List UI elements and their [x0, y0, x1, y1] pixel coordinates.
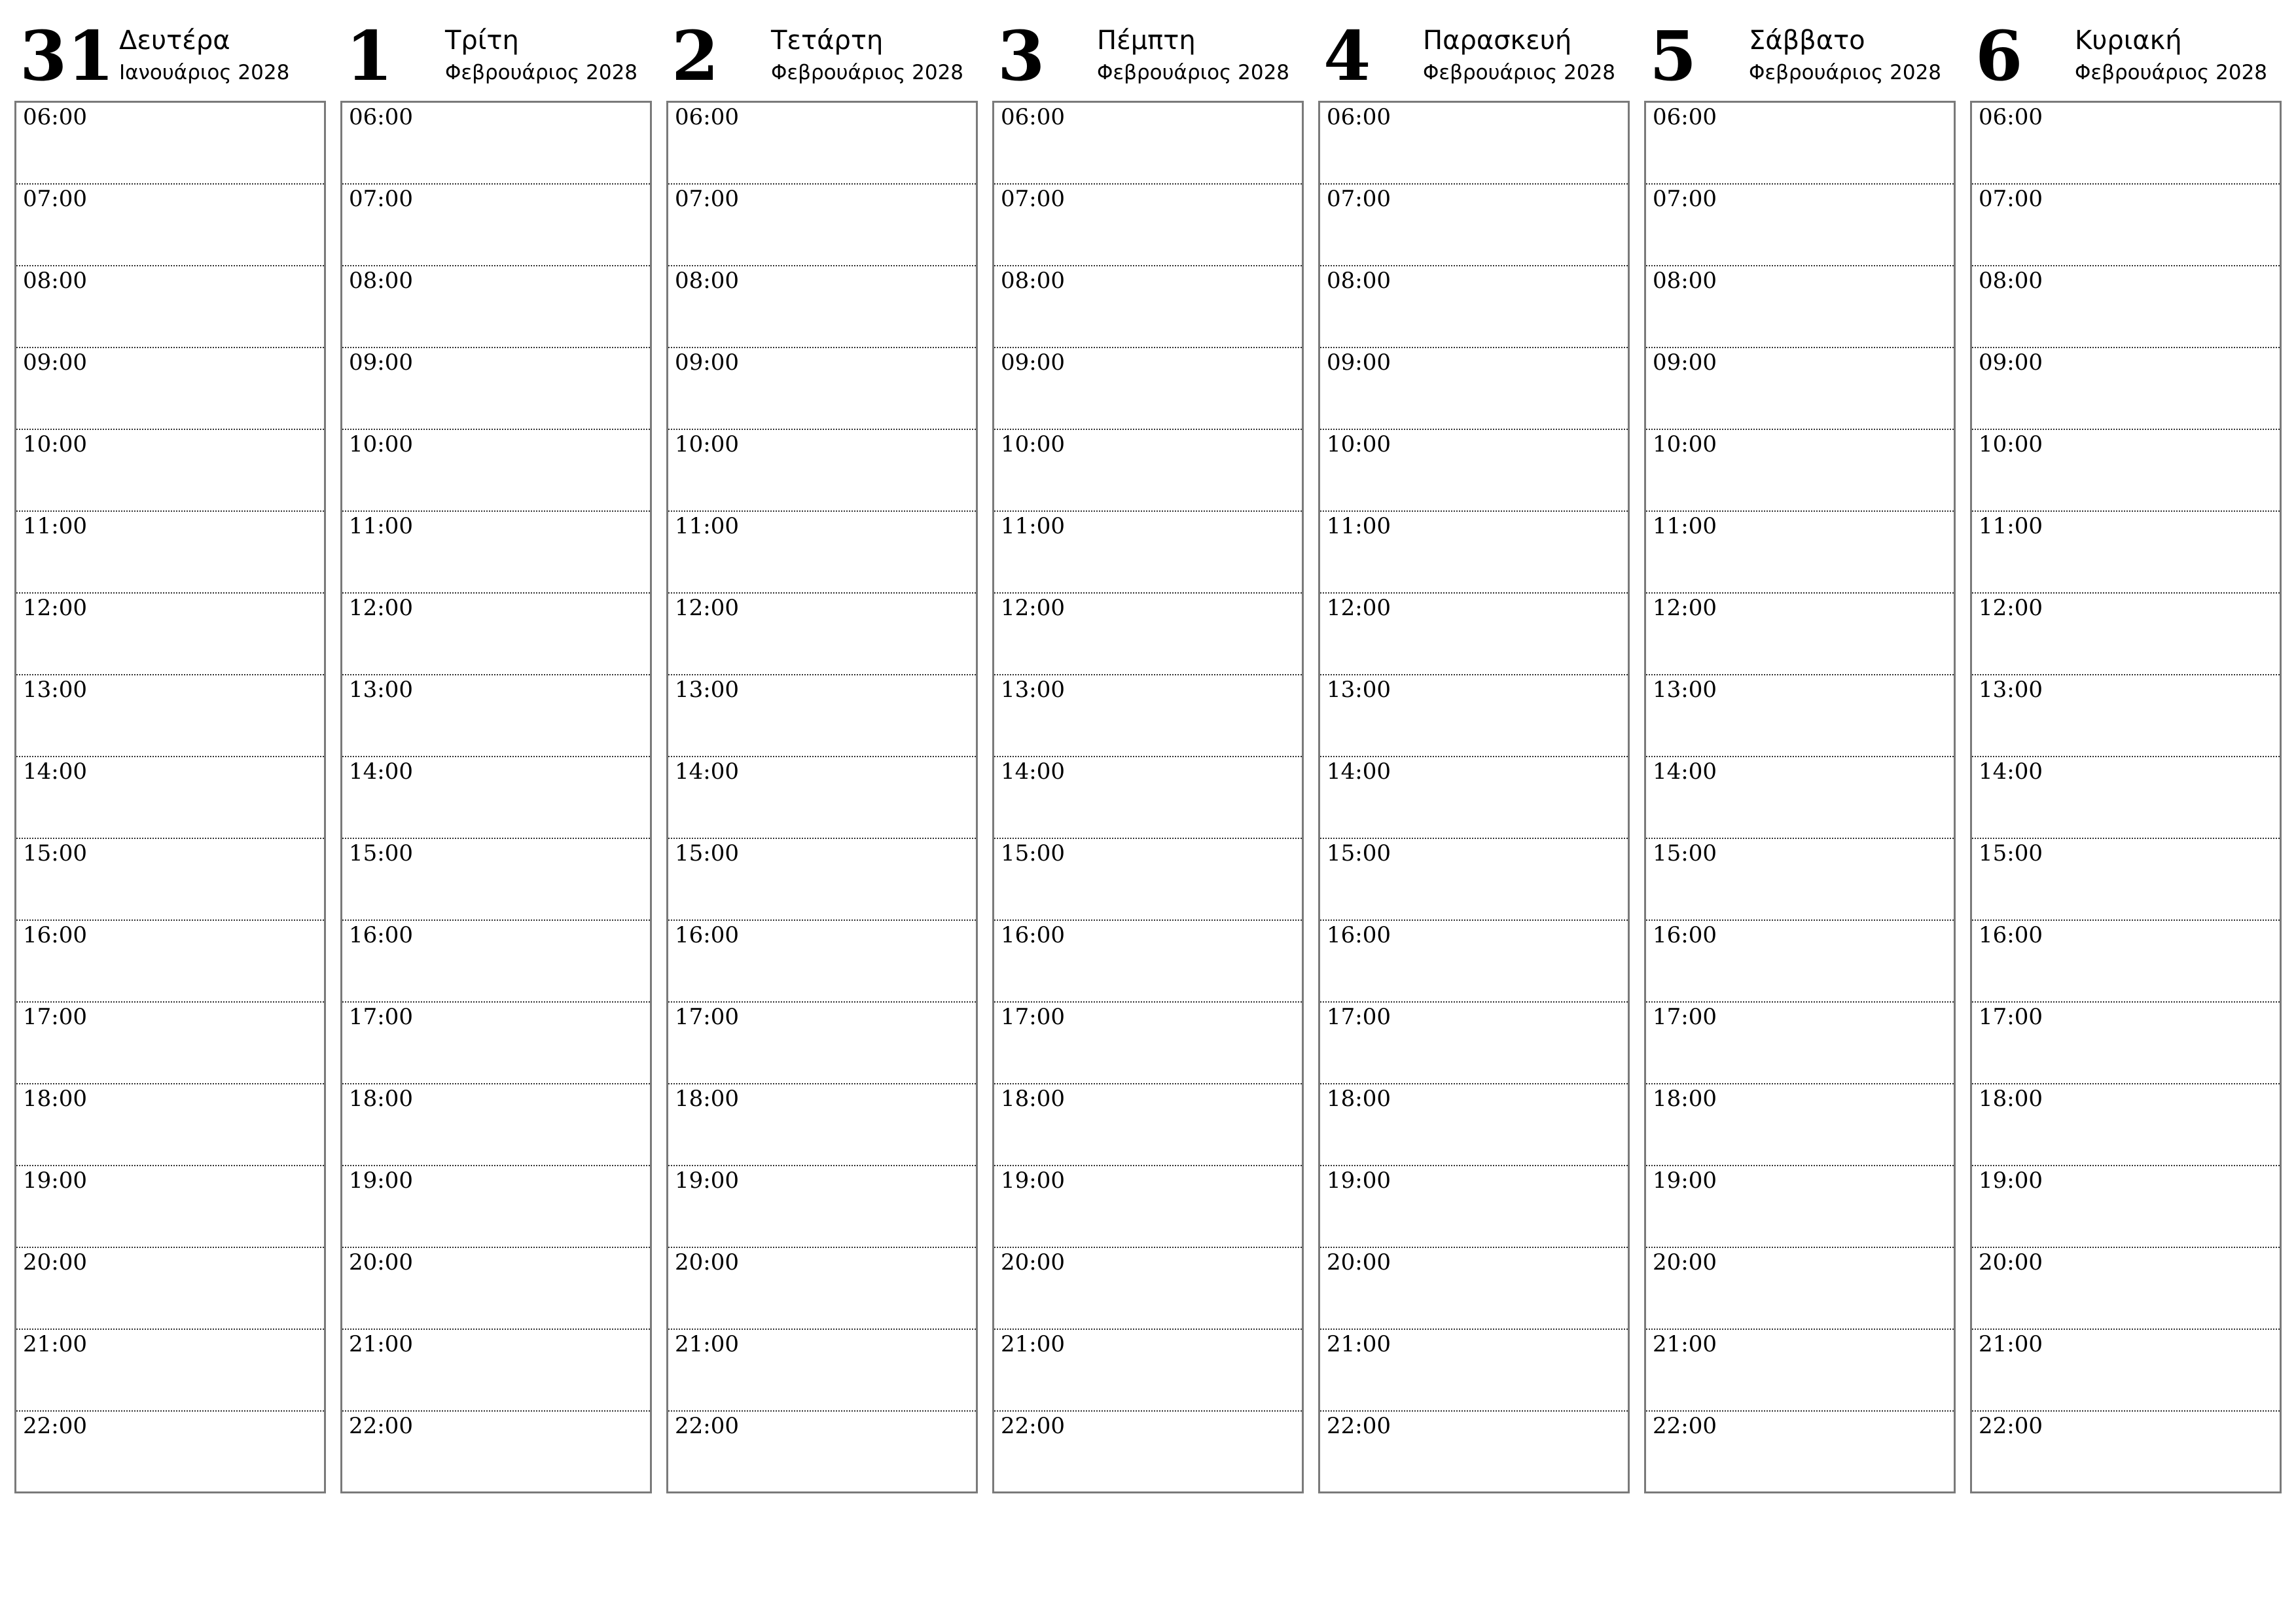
time-slot-label: 08:00 — [1653, 268, 1717, 294]
day-number: 6 — [1975, 16, 2023, 96]
time-slot-label: 13:00 — [23, 677, 87, 703]
time-slot[interactable] — [1646, 921, 1954, 1003]
time-slot[interactable] — [342, 430, 650, 512]
day-number: 4 — [1323, 16, 1371, 96]
day-number: 5 — [1649, 16, 1697, 96]
time-slot[interactable] — [16, 1166, 324, 1248]
time-slot-label: 21:00 — [1653, 1331, 1717, 1357]
time-slot[interactable] — [668, 921, 976, 1003]
time-slot-label: 11:00 — [349, 513, 413, 539]
time-slot[interactable] — [16, 757, 324, 839]
time-slot[interactable] — [668, 1412, 976, 1493]
time-slot[interactable] — [16, 1330, 324, 1412]
time-slot[interactable] — [994, 1248, 1302, 1330]
time-slot-label: 10:00 — [675, 431, 739, 457]
time-slot[interactable] — [16, 1003, 324, 1084]
time-slot-label: 07:00 — [349, 186, 413, 212]
time-slot-label: 21:00 — [1327, 1331, 1391, 1357]
time-slot-label: 15:00 — [23, 840, 87, 866]
time-slot-label: 09:00 — [349, 349, 413, 376]
time-slot[interactable] — [994, 675, 1302, 757]
day-column — [992, 0, 1304, 1499]
time-slot-label: 06:00 — [23, 104, 87, 130]
day-column — [14, 0, 326, 1499]
time-slot[interactable] — [994, 512, 1302, 594]
time-slot-label: 15:00 — [675, 840, 739, 866]
time-slot[interactable] — [1972, 675, 2280, 757]
time-slot[interactable] — [994, 103, 1302, 185]
time-slot[interactable] — [1646, 594, 1954, 675]
time-slot[interactable] — [1320, 512, 1628, 594]
time-slot-label: 20:00 — [349, 1249, 413, 1275]
time-slot-label: 08:00 — [675, 268, 739, 294]
time-slot[interactable] — [668, 430, 976, 512]
time-slot-label: 09:00 — [23, 349, 87, 376]
time-slot-label: 20:00 — [675, 1249, 739, 1275]
time-slot-label: 07:00 — [23, 186, 87, 212]
time-slot[interactable] — [1646, 1412, 1954, 1493]
time-slot[interactable] — [16, 266, 324, 348]
time-slot-label: 16:00 — [349, 922, 413, 948]
month-year: Φεβρουάριος 2028 — [2075, 61, 2268, 84]
time-slot[interactable] — [1972, 594, 2280, 675]
time-grid — [1644, 101, 1956, 1493]
time-slot-label: 20:00 — [1327, 1249, 1391, 1275]
time-slot-label: 12:00 — [349, 595, 413, 621]
time-slot[interactable] — [668, 675, 976, 757]
time-slot-label: 20:00 — [23, 1249, 87, 1275]
time-slot[interactable] — [342, 1166, 650, 1248]
time-slot-label: 09:00 — [1327, 349, 1391, 376]
time-slot-label: 22:00 — [1001, 1413, 1065, 1439]
time-slot-label: 06:00 — [1979, 104, 2043, 130]
time-slot[interactable] — [994, 921, 1302, 1003]
time-slot-label: 11:00 — [675, 513, 739, 539]
time-slot-label: 19:00 — [1653, 1168, 1717, 1194]
time-slot-label: 18:00 — [1327, 1086, 1391, 1112]
day-header — [1318, 0, 1630, 98]
time-slot[interactable] — [668, 266, 976, 348]
time-slot-label: 13:00 — [1001, 677, 1065, 703]
time-slot-label: 17:00 — [1001, 1004, 1065, 1030]
time-slot[interactable] — [1972, 1412, 2280, 1493]
time-slot[interactable] — [342, 1003, 650, 1084]
time-slot-label: 18:00 — [23, 1086, 87, 1112]
time-slot[interactable] — [668, 103, 976, 185]
time-slot-label: 14:00 — [1979, 758, 2043, 785]
time-slot[interactable] — [1972, 185, 2280, 266]
time-slot[interactable] — [1646, 512, 1954, 594]
time-slot-label: 17:00 — [1979, 1004, 2043, 1030]
day-number: 31 — [20, 16, 115, 96]
time-slot[interactable] — [1320, 1084, 1628, 1166]
time-slot-label: 09:00 — [1001, 349, 1065, 376]
time-slot-label: 06:00 — [1653, 104, 1717, 130]
time-slot-label: 16:00 — [1979, 922, 2043, 948]
time-slot-label: 17:00 — [1327, 1004, 1391, 1030]
time-slot[interactable] — [1972, 348, 2280, 430]
time-slot[interactable] — [16, 1084, 324, 1166]
time-slot-label: 06:00 — [1327, 104, 1391, 130]
day-column — [666, 0, 978, 1499]
time-slot-label: 19:00 — [349, 1168, 413, 1194]
time-slot-label: 06:00 — [349, 104, 413, 130]
weekday-name: Κυριακή — [2075, 26, 2182, 56]
time-slot[interactable] — [1646, 1248, 1954, 1330]
time-slot-label: 17:00 — [23, 1004, 87, 1030]
time-slot[interactable] — [668, 1330, 976, 1412]
time-slot-label: 22:00 — [1327, 1413, 1391, 1439]
time-slot[interactable] — [668, 1003, 976, 1084]
day-number: 2 — [672, 16, 719, 96]
time-slot[interactable] — [994, 1330, 1302, 1412]
time-slot[interactable] — [16, 185, 324, 266]
time-slot[interactable] — [1646, 103, 1954, 185]
time-slot[interactable] — [668, 594, 976, 675]
time-slot-label: 11:00 — [1653, 513, 1717, 539]
time-slot[interactable] — [1972, 1003, 2280, 1084]
time-slot[interactable] — [1646, 266, 1954, 348]
time-slot[interactable] — [1972, 1330, 2280, 1412]
month-year: Ιανουάριος 2028 — [119, 61, 290, 84]
time-slot[interactable] — [994, 1084, 1302, 1166]
time-slot[interactable] — [1320, 430, 1628, 512]
time-slot-label: 16:00 — [1001, 922, 1065, 948]
time-slot[interactable] — [1320, 921, 1628, 1003]
time-slot-label: 21:00 — [23, 1331, 87, 1357]
month-year: Φεβρουάριος 2028 — [1423, 61, 1616, 84]
time-slot-label: 14:00 — [675, 758, 739, 785]
time-slot[interactable] — [342, 185, 650, 266]
time-slot-label: 22:00 — [23, 1413, 87, 1439]
time-slot[interactable] — [342, 1330, 650, 1412]
time-slot[interactable] — [668, 348, 976, 430]
time-slot[interactable] — [1646, 1330, 1954, 1412]
time-grid — [1318, 101, 1630, 1493]
time-slot-label: 15:00 — [1979, 840, 2043, 866]
time-slot[interactable] — [994, 348, 1302, 430]
time-slot-label: 14:00 — [349, 758, 413, 785]
time-slot-label: 15:00 — [349, 840, 413, 866]
time-slot[interactable] — [16, 594, 324, 675]
time-slot[interactable] — [1320, 757, 1628, 839]
day-header — [1644, 0, 1956, 98]
time-slot[interactable] — [994, 430, 1302, 512]
weekly-planner — [14, 0, 2286, 1505]
month-year: Φεβρουάριος 2028 — [445, 61, 638, 84]
time-slot-label: 15:00 — [1327, 840, 1391, 866]
time-slot[interactable] — [1646, 1003, 1954, 1084]
time-slot-label: 08:00 — [23, 268, 87, 294]
time-slot-label: 15:00 — [1653, 840, 1717, 866]
month-year: Φεβρουάριος 2028 — [1097, 61, 1290, 84]
time-grid — [992, 101, 1304, 1493]
time-slot[interactable] — [668, 1248, 976, 1330]
time-slot-label: 07:00 — [1327, 186, 1391, 212]
time-slot[interactable] — [994, 266, 1302, 348]
time-slot[interactable] — [1320, 266, 1628, 348]
weekday-name: Δευτέρα — [119, 26, 230, 56]
time-slot-label: 17:00 — [675, 1004, 739, 1030]
weekday-name: Πέμπτη — [1097, 26, 1196, 56]
time-slot-label: 12:00 — [1653, 595, 1717, 621]
time-slot[interactable] — [342, 757, 650, 839]
time-slot[interactable] — [1320, 1166, 1628, 1248]
time-slot[interactable] — [1320, 1412, 1628, 1493]
time-slot[interactable] — [994, 185, 1302, 266]
time-slot-label: 14:00 — [1327, 758, 1391, 785]
time-slot[interactable] — [994, 1166, 1302, 1248]
time-slot-label: 08:00 — [349, 268, 413, 294]
time-slot-label: 17:00 — [1653, 1004, 1717, 1030]
time-slot[interactable] — [1972, 839, 2280, 921]
time-slot-label: 12:00 — [1001, 595, 1065, 621]
day-number: 3 — [997, 16, 1045, 96]
time-grid — [14, 101, 326, 1493]
time-slot-label: 14:00 — [1001, 758, 1065, 785]
time-slot-label: 20:00 — [1653, 1249, 1717, 1275]
time-slot-label: 21:00 — [675, 1331, 739, 1357]
time-slot[interactable] — [1646, 1084, 1954, 1166]
time-slot-label: 15:00 — [1001, 840, 1065, 866]
day-header — [340, 0, 652, 98]
time-slot-label: 19:00 — [1979, 1168, 2043, 1194]
time-slot[interactable] — [1972, 1248, 2280, 1330]
time-slot[interactable] — [342, 103, 650, 185]
time-slot[interactable] — [1646, 348, 1954, 430]
time-slot-label: 21:00 — [349, 1331, 413, 1357]
time-slot[interactable] — [1646, 1166, 1954, 1248]
time-slot[interactable] — [16, 921, 324, 1003]
time-slot-label: 10:00 — [349, 431, 413, 457]
time-slot-label: 21:00 — [1001, 1331, 1065, 1357]
time-slot[interactable] — [1320, 103, 1628, 185]
time-slot[interactable] — [1320, 594, 1628, 675]
day-header — [992, 0, 1304, 98]
time-slot-label: 13:00 — [349, 677, 413, 703]
time-slot[interactable] — [16, 103, 324, 185]
time-slot[interactable] — [1646, 675, 1954, 757]
day-header — [14, 0, 326, 98]
time-slot[interactable] — [16, 430, 324, 512]
time-slot[interactable] — [1320, 1003, 1628, 1084]
time-slot[interactable] — [342, 348, 650, 430]
weekday-name: Τρίτη — [445, 26, 519, 56]
time-slot[interactable] — [342, 266, 650, 348]
day-column — [340, 0, 652, 1499]
time-slot-label: 18:00 — [1001, 1086, 1065, 1112]
time-slot-label: 14:00 — [1653, 758, 1717, 785]
time-slot[interactable] — [342, 1248, 650, 1330]
time-slot-label: 22:00 — [349, 1413, 413, 1439]
time-slot[interactable] — [1972, 1084, 2280, 1166]
time-slot[interactable] — [1646, 430, 1954, 512]
time-slot[interactable] — [1320, 1330, 1628, 1412]
time-slot-label: 07:00 — [1001, 186, 1065, 212]
time-slot-label: 16:00 — [1327, 922, 1391, 948]
day-header — [666, 0, 978, 98]
time-slot-label: 10:00 — [1001, 431, 1065, 457]
time-slot-label: 19:00 — [675, 1168, 739, 1194]
time-slot-label: 21:00 — [1979, 1331, 2043, 1357]
time-slot[interactable] — [16, 1248, 324, 1330]
time-grid — [666, 101, 978, 1493]
time-slot-label: 11:00 — [1979, 513, 2043, 539]
time-slot[interactable] — [668, 1084, 976, 1166]
time-slot-label: 19:00 — [1001, 1168, 1065, 1194]
day-column — [1644, 0, 1956, 1499]
time-slot-label: 22:00 — [675, 1413, 739, 1439]
time-slot-label: 07:00 — [675, 186, 739, 212]
time-slot-label: 22:00 — [1653, 1413, 1717, 1439]
time-slot-label: 08:00 — [1979, 268, 2043, 294]
time-grid — [340, 101, 652, 1493]
time-slot-label: 16:00 — [675, 922, 739, 948]
time-slot-label: 07:00 — [1979, 186, 2043, 212]
time-slot[interactable] — [1320, 348, 1628, 430]
time-slot[interactable] — [1972, 921, 2280, 1003]
time-slot[interactable] — [16, 512, 324, 594]
time-slot[interactable] — [1972, 1166, 2280, 1248]
time-slot[interactable] — [1320, 839, 1628, 921]
time-slot-label: 14:00 — [23, 758, 87, 785]
time-slot-label: 16:00 — [1653, 922, 1717, 948]
time-slot[interactable] — [1646, 839, 1954, 921]
time-slot[interactable] — [1972, 512, 2280, 594]
weekday-name: Παρασκευή — [1423, 26, 1572, 56]
day-column — [1970, 0, 2282, 1499]
time-slot[interactable] — [1646, 757, 1954, 839]
month-year: Φεβρουάριος 2028 — [1749, 61, 1942, 84]
time-slot-label: 08:00 — [1001, 268, 1065, 294]
time-slot[interactable] — [994, 1412, 1302, 1493]
time-slot[interactable] — [994, 594, 1302, 675]
time-slot[interactable] — [994, 839, 1302, 921]
time-slot[interactable] — [342, 921, 650, 1003]
time-slot-label: 07:00 — [1653, 186, 1717, 212]
time-slot-label: 16:00 — [23, 922, 87, 948]
time-slot[interactable] — [668, 839, 976, 921]
time-slot-label: 06:00 — [1001, 104, 1065, 130]
time-slot-label: 13:00 — [1653, 677, 1717, 703]
time-slot[interactable] — [1320, 185, 1628, 266]
time-slot[interactable] — [1972, 266, 2280, 348]
time-slot-label: 06:00 — [675, 104, 739, 130]
time-slot[interactable] — [994, 1003, 1302, 1084]
time-slot-label: 17:00 — [349, 1004, 413, 1030]
weekday-name: Σάββατο — [1749, 26, 1865, 56]
time-slot-label: 10:00 — [23, 431, 87, 457]
month-year: Φεβρουάριος 2028 — [771, 61, 964, 84]
time-slot-label: 18:00 — [1653, 1086, 1717, 1112]
time-slot[interactable] — [668, 185, 976, 266]
time-slot[interactable] — [994, 757, 1302, 839]
time-slot-label: 13:00 — [1327, 677, 1391, 703]
time-slot-label: 11:00 — [23, 513, 87, 539]
time-slot[interactable] — [16, 1412, 324, 1493]
time-slot-label: 18:00 — [1979, 1086, 2043, 1112]
time-slot[interactable] — [342, 675, 650, 757]
time-slot[interactable] — [1320, 1248, 1628, 1330]
time-slot[interactable] — [668, 1166, 976, 1248]
time-slot-label: 19:00 — [1327, 1168, 1391, 1194]
time-slot[interactable] — [1972, 430, 2280, 512]
time-slot-label: 13:00 — [675, 677, 739, 703]
time-slot-label: 12:00 — [1327, 595, 1391, 621]
time-slot-label: 09:00 — [1979, 349, 2043, 376]
time-slot-label: 22:00 — [1979, 1413, 2043, 1439]
time-slot[interactable] — [342, 512, 650, 594]
time-slot[interactable] — [1646, 185, 1954, 266]
time-slot[interactable] — [1972, 103, 2280, 185]
time-slot-label: 12:00 — [1979, 595, 2043, 621]
time-slot[interactable] — [668, 757, 976, 839]
time-slot-label: 13:00 — [1979, 677, 2043, 703]
time-slot-label: 18:00 — [349, 1086, 413, 1112]
time-slot-label: 12:00 — [23, 595, 87, 621]
time-slot[interactable] — [1972, 757, 2280, 839]
time-grid — [1970, 101, 2282, 1493]
day-number: 1 — [346, 16, 393, 96]
time-slot-label: 08:00 — [1327, 268, 1391, 294]
time-slot[interactable] — [342, 594, 650, 675]
time-slot-label: 20:00 — [1979, 1249, 2043, 1275]
time-slot-label: 10:00 — [1327, 431, 1391, 457]
time-slot[interactable] — [342, 839, 650, 921]
time-slot[interactable] — [16, 675, 324, 757]
time-slot-label: 09:00 — [1653, 349, 1717, 376]
time-slot-label: 11:00 — [1001, 513, 1065, 539]
time-slot-label: 09:00 — [675, 349, 739, 376]
time-slot-label: 19:00 — [23, 1168, 87, 1194]
time-slot-label: 18:00 — [675, 1086, 739, 1112]
time-slot-label: 11:00 — [1327, 513, 1391, 539]
time-slot[interactable] — [342, 1084, 650, 1166]
time-slot[interactable] — [1320, 675, 1628, 757]
time-slot-label: 10:00 — [1653, 431, 1717, 457]
day-header — [1970, 0, 2282, 98]
time-slot-label: 12:00 — [675, 595, 739, 621]
day-column — [1318, 0, 1630, 1499]
time-slot[interactable] — [668, 512, 976, 594]
time-slot[interactable] — [16, 348, 324, 430]
time-slot-label: 10:00 — [1979, 431, 2043, 457]
time-slot[interactable] — [342, 1412, 650, 1493]
weekday-name: Τετάρτη — [771, 26, 884, 56]
time-slot[interactable] — [16, 839, 324, 921]
time-slot-label: 20:00 — [1001, 1249, 1065, 1275]
